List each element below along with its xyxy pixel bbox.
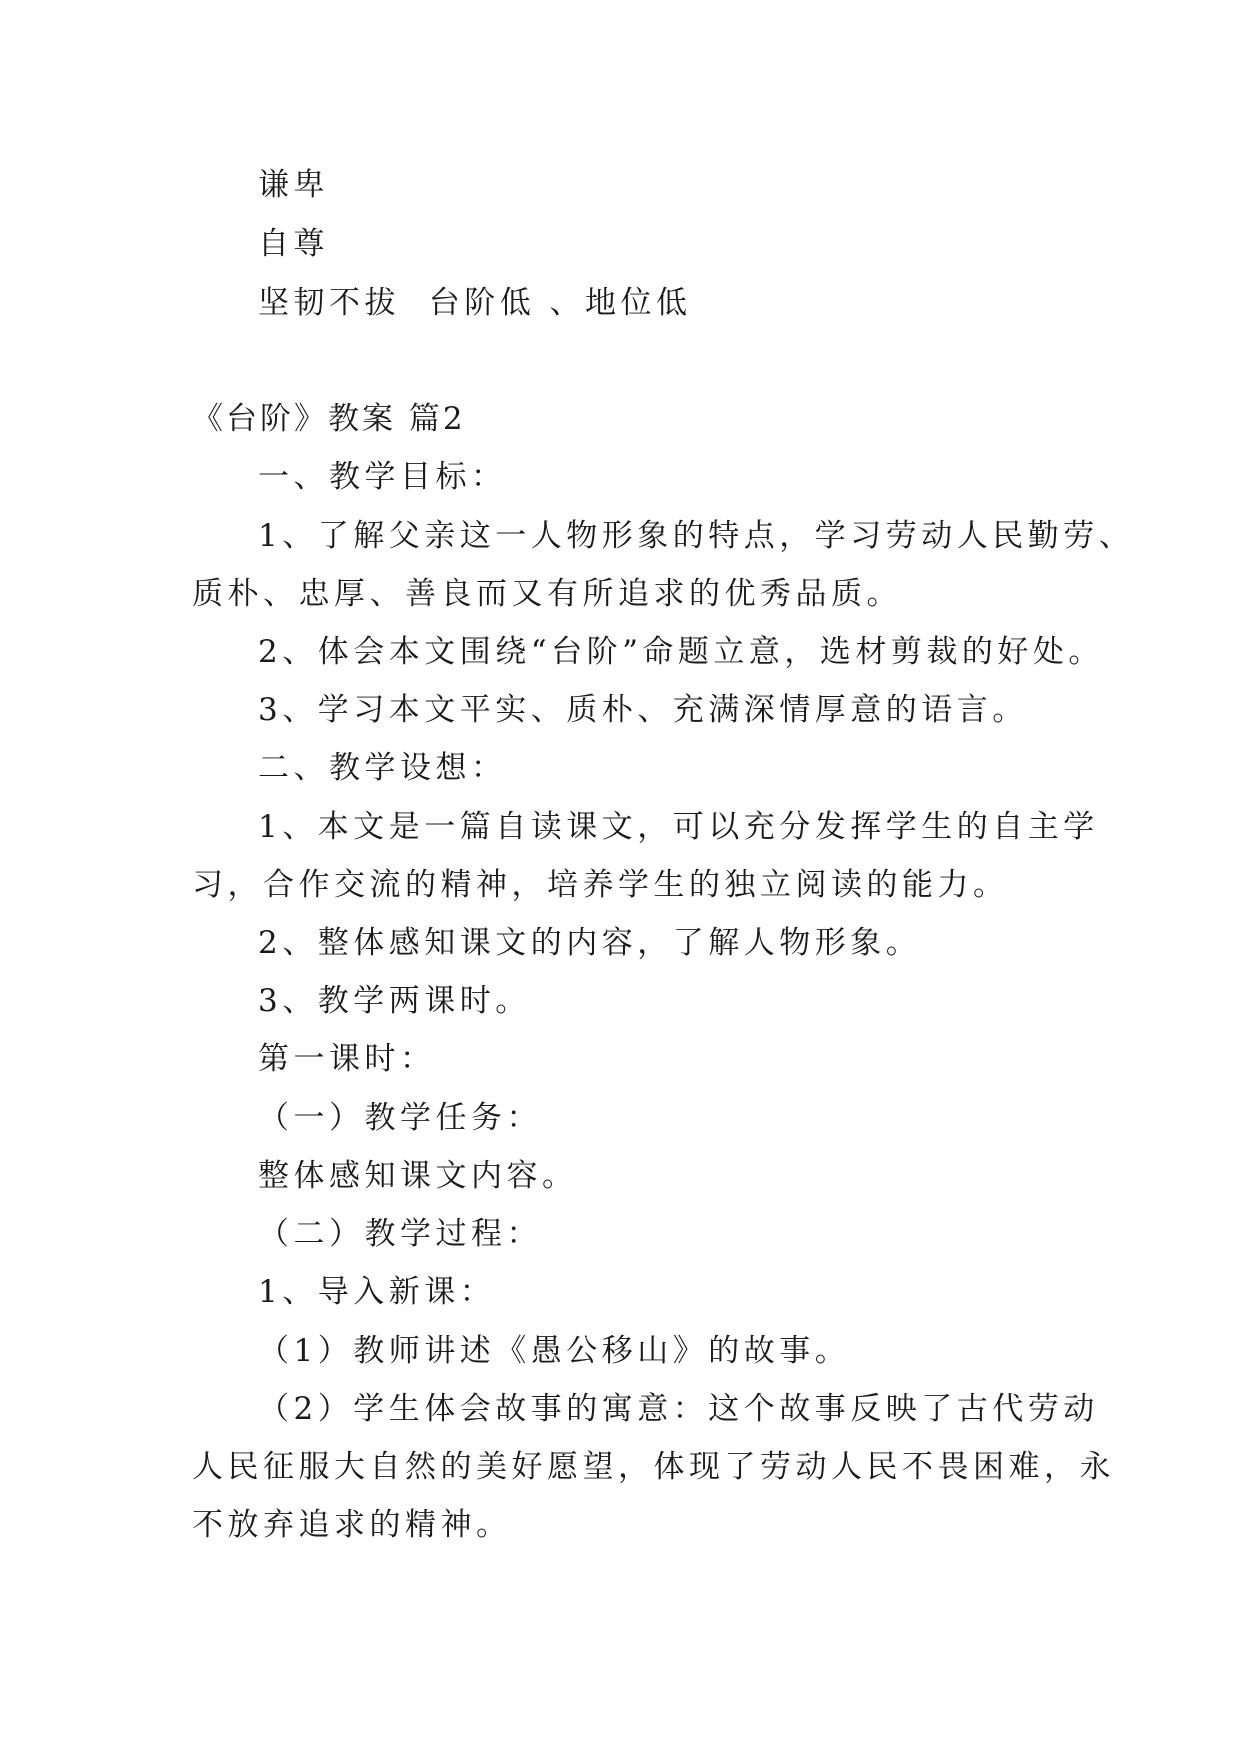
heading: 二、教学设想： [258,750,507,786]
text-line: （1）教师讲述《愚公移山》的故事。 [258,1333,851,1369]
text-line: 1、导入新课： [258,1274,496,1310]
text-line: 3、教学两课时。 [258,983,531,1019]
text-line: 谦卑 [258,167,329,203]
text-line: 不放弃追求的精神。 [192,1507,512,1543]
text-line: 人民征服大自然的美好愿望，体现了劳动人民不畏困难，永 [192,1449,1115,1485]
text-line: （2）学生体会故事的寓意：这个故事反映了古代劳动 [258,1391,1099,1427]
text-line: 2、整体感知课文的内容，了解人物形象。 [258,925,922,961]
text-line: 3、学习本文平实、质朴、充满深情厚意的语言。 [258,692,1028,728]
heading: （一）教学任务： [258,1100,542,1136]
section-title: 《台阶》教案 篇2 [192,401,466,437]
text-line: 1、本文是一篇自读课文，可以充分发挥学生的自主学 [258,809,1099,845]
text-line: 习，合作交流的精神，培养学生的独立阅读的能力。 [192,867,1009,903]
heading: 一、教学目标： [258,459,507,495]
text-line: 整体感知课文内容。 [258,1158,578,1194]
text-line: 自尊 [258,226,329,262]
text-line: 2、体会本文围绕“台阶”命题立意，选材剪裁的好处。 [258,634,1104,670]
heading: （二）教学过程： [258,1216,542,1252]
text-line: 质朴、忠厚、善良而又有所追求的优秀品质。 [192,576,902,612]
heading: 第一课时： [258,1041,436,1077]
text-line: 1、了解父亲这一人物形象的特点，学习劳动人民勤劳、 [258,518,1135,554]
text-line: 坚韧不拔 台阶低 、地位低 [258,285,692,321]
